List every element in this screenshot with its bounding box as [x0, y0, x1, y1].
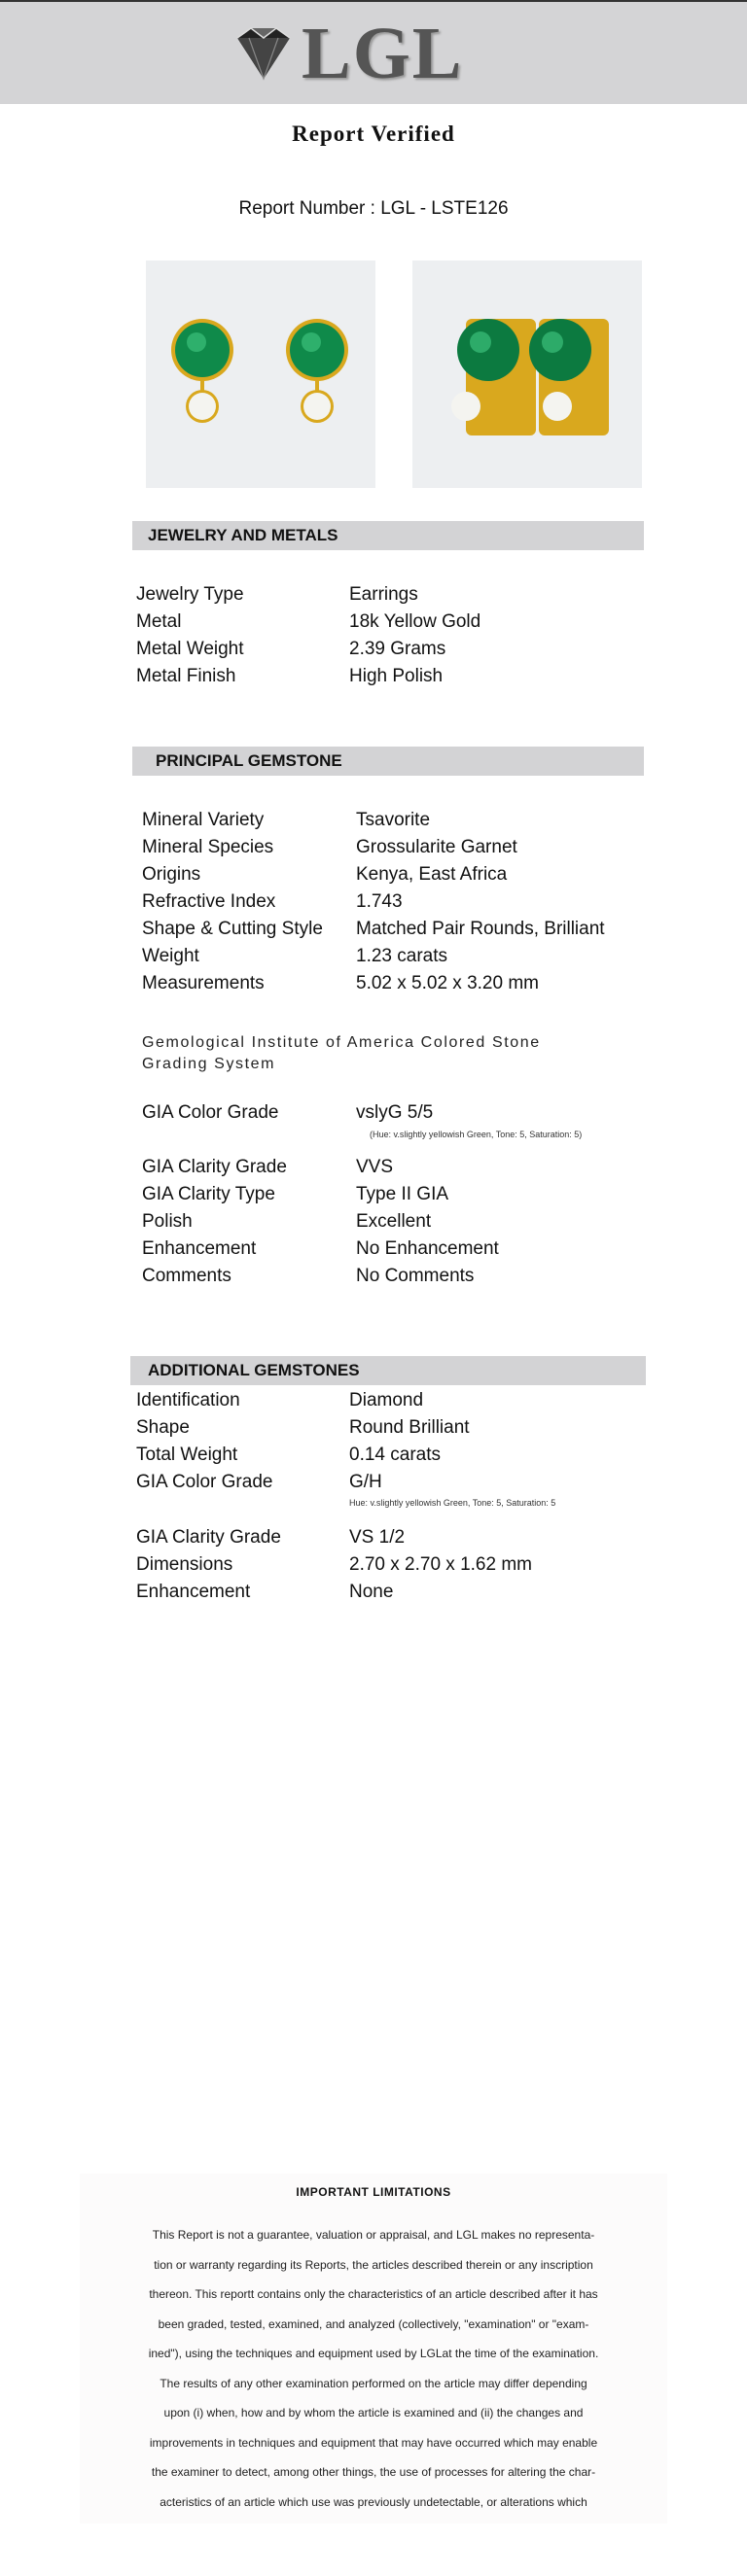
limitations-line: been graded, tested, examined, and analyzed (collectively, "examination" or "exam- [158, 2316, 589, 2331]
table-row [142, 834, 648, 861]
row-label: Measurements [142, 973, 265, 993]
jewelry-table [136, 581, 642, 690]
row-label: Metal Weight [136, 639, 244, 659]
table-row [136, 636, 642, 663]
table-row [142, 888, 648, 916]
table-row [142, 1263, 648, 1290]
row-label: GIA Color Grade [142, 1102, 279, 1123]
row-label: Total Weight [136, 1445, 238, 1465]
principal-table [142, 807, 648, 997]
row-label: Weight [142, 946, 199, 966]
table-row [142, 1099, 648, 1127]
row-value: Excellent [356, 1211, 432, 1232]
row-value: No Enhancement [356, 1238, 499, 1259]
additional-table [136, 1387, 642, 1496]
row-label: Comments [142, 1266, 231, 1286]
row-value: 5.02 x 5.02 x 3.20 mm [356, 973, 539, 993]
limitations-line: The results of any other examination performed on the article may differ depending [160, 2376, 587, 2390]
report-number: Report Number : LGL - LSTE126 [238, 198, 509, 219]
row-label: Mineral Variety [142, 810, 265, 830]
row-value: Kenya, East Africa [356, 864, 508, 885]
gia-grading-system-note: Gemological Institute of America Colored Stone Grading System [142, 1034, 541, 1072]
row-label: Metal [136, 611, 182, 632]
table-row [142, 1236, 648, 1263]
row-label: GIA Clarity Grade [142, 1157, 287, 1177]
table-row [142, 1208, 648, 1236]
row-value: Matched Pair Rounds, Brilliant [356, 919, 605, 939]
row-value: VVS [356, 1157, 394, 1177]
table-row [136, 1442, 642, 1469]
row-label: Shape & Cutting Style [142, 919, 323, 939]
limitations-text [101, 2220, 646, 2517]
limitations-line: thereon. This reportt contains only the characteristics of an article described after it has [149, 2287, 598, 2301]
row-value: 2.70 x 2.70 x 1.62 mm [349, 1554, 532, 1575]
row-label: Shape [136, 1417, 190, 1438]
limitations-line: acteristics of an article which use was previously undetectable, or alterations which [160, 2494, 587, 2509]
row-value: Round Brilliant [349, 1417, 470, 1438]
row-value: 1.743 [356, 891, 403, 912]
principal-section-header: PRINCIPAL GEMSTONE [132, 747, 644, 776]
jewelry-section-header: JEWELRY AND METALS [132, 521, 644, 550]
row-label: Metal Finish [136, 666, 236, 686]
additional-section-header: ADDITIONAL GEMSTONES [130, 1356, 646, 1385]
table-row [136, 581, 642, 609]
table-row [136, 1579, 642, 1606]
row-label: GIA Clarity Type [142, 1184, 275, 1204]
row-value: No Comments [356, 1266, 475, 1286]
additional-table-2 [136, 1524, 642, 1606]
table-row [136, 609, 642, 636]
earrings-front-photo [146, 261, 375, 488]
limitations-line: This Report is not a guarantee, valuation or appraisal, and LGL makes no representa- [152, 2228, 595, 2242]
logo-text: LGL [302, 13, 464, 94]
principal-table-2 [142, 1154, 648, 1290]
table-row [142, 807, 648, 834]
row-value: vslyG 5/5 [356, 1102, 434, 1123]
table-row [136, 1387, 642, 1414]
table-row [142, 861, 648, 888]
row-label: Identification [136, 1390, 240, 1410]
limitations-title: IMPORTANT LIMITATIONS [296, 2185, 451, 2199]
row-label: Dimensions [136, 1554, 233, 1575]
row-label: Refractive Index [142, 891, 276, 912]
page-title: Report Verified [292, 122, 455, 146]
table-row [136, 1551, 642, 1579]
table-row [142, 1181, 648, 1208]
table-row [136, 663, 642, 690]
diamond-icon [230, 24, 298, 83]
row-label: Polish [142, 1211, 193, 1232]
limitations-line: ined"), using the techniques and equipment used by LGLat the time of the examination. [148, 2347, 599, 2360]
earrings-side-photo [412, 261, 642, 488]
row-value: 2.39 Grams [349, 639, 446, 659]
lgl-logo [230, 13, 464, 94]
limitations-line: improvements in techniques and equipment that may have occurred which may enable [149, 2435, 598, 2450]
row-value: High Polish [349, 666, 444, 686]
row-value: 0.14 carats [349, 1445, 441, 1465]
table-row [136, 1469, 642, 1496]
row-label: Jewelry Type [136, 584, 244, 605]
table-row [136, 1524, 642, 1551]
row-value: G/H [349, 1472, 382, 1492]
row-value: Grossularite Garnet [356, 837, 517, 857]
limitations-line: upon (i) when, how and by whom the article is examined and (ii) the changes and [163, 2406, 584, 2419]
row-value: Type II GIA [356, 1184, 449, 1204]
row-value: Diamond [349, 1390, 424, 1410]
row-label: Origins [142, 864, 201, 885]
row-label: Enhancement [136, 1582, 251, 1602]
row-label: GIA Color Grade [136, 1472, 273, 1492]
principal-color-grade [142, 1099, 648, 1127]
color-grade-note: (Hue: v.slightly yellowish Green, Tone: 5, Saturation: 5) [370, 1130, 583, 1139]
limitations-line: the examiner to detect, among other things, the use of processes for altering the char- [151, 2465, 596, 2479]
row-value: Tsavorite [356, 810, 431, 830]
table-row [142, 970, 648, 997]
row-value: Earrings [349, 584, 418, 605]
table-row [142, 943, 648, 970]
table-row [136, 1414, 642, 1442]
additional-color-note: Hue: v.slightly yellowish Green, Tone: 5, Saturation: 5 [349, 1498, 556, 1508]
row-label: Enhancement [142, 1238, 257, 1259]
header-bar [0, 0, 747, 104]
table-row [142, 916, 648, 943]
limitations-line: tion or warranty regarding its Reports, the articles described therein or any inscription [154, 2257, 593, 2272]
row-label: GIA Clarity Grade [136, 1527, 281, 1548]
row-value: 1.23 carats [356, 946, 447, 966]
row-value: None [349, 1582, 394, 1602]
row-value: 18k Yellow Gold [349, 611, 481, 632]
row-label: Mineral Species [142, 837, 274, 857]
table-row [142, 1154, 648, 1181]
row-value: VS 1/2 [349, 1527, 406, 1548]
